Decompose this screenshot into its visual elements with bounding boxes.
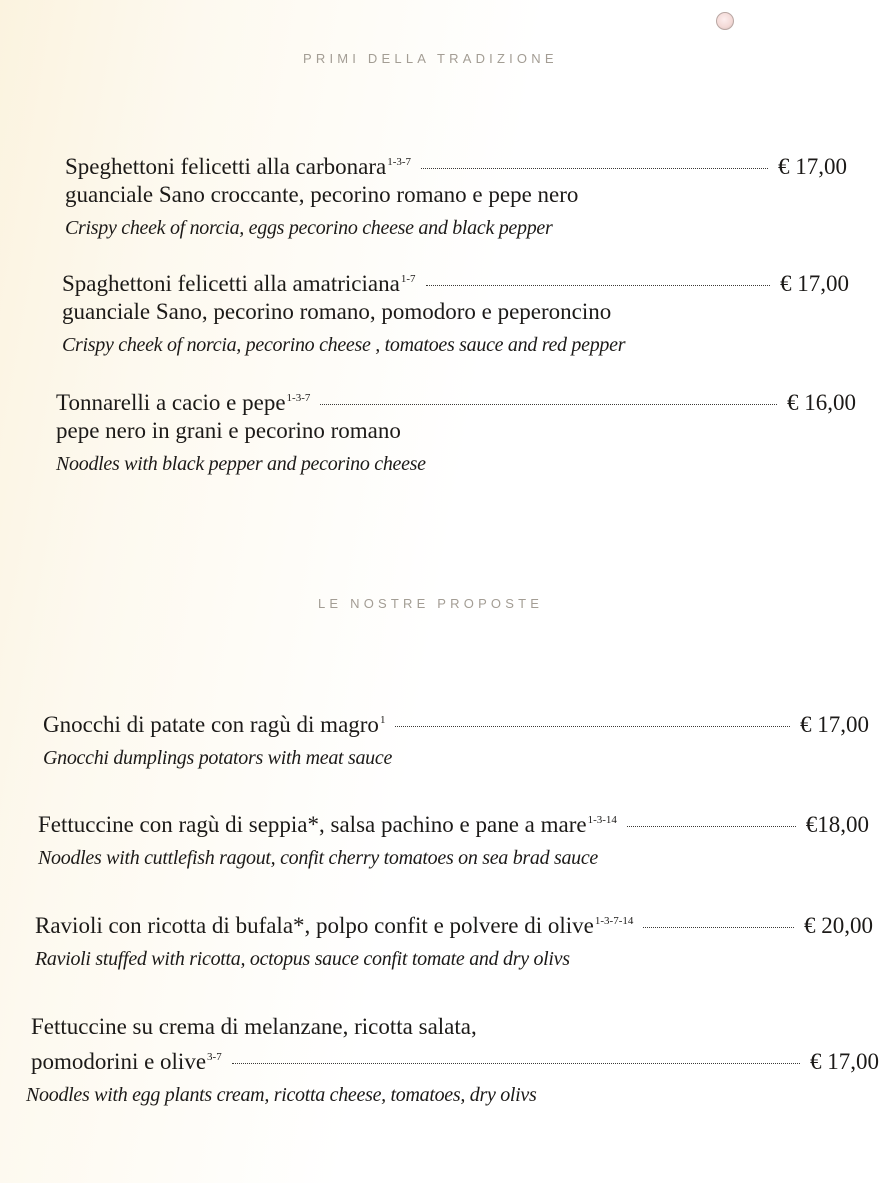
dish-description-en: Noodles with egg plants cream, ricotta cheese, tomatoes, dry olivs	[26, 1084, 537, 1106]
dish-description-en: Noodles with black pepper and pecorino cheese	[56, 453, 426, 475]
section-title-primi: PRIMI DELLA TRADIZIONE	[303, 51, 558, 66]
dish-name: Gnocchi di patate con ragù di magro$^1$	[43, 712, 386, 737]
dish-description-it: pepe nero in grani e pecorino romano	[56, 418, 401, 443]
allergen-codes: 1-3-7-14	[594, 915, 634, 927]
dish-name: Ravioli con ricotta di bufala*, polpo confit e polvere di olive$^{1-3-7-14}$	[35, 913, 634, 938]
menu-item-fettuccine-melanzane	[26, 1013, 879, 1108]
dish-price: € 17,00	[800, 712, 869, 737]
allergen-codes: 3-7	[207, 1051, 222, 1063]
dish-price: € 20,00	[804, 913, 873, 938]
dish-price: € 17,00	[810, 1049, 879, 1074]
dish-name: Tonnarelli a cacio e pepe$^{1-3-7}$	[56, 390, 311, 415]
menu-item-gnocchi	[43, 706, 869, 771]
menu-item-ravioli	[35, 907, 873, 972]
dish-description-it: guanciale Sano, pecorino romano, pomodoro e peperoncino	[62, 299, 612, 324]
dish-price: €18,00	[805, 812, 869, 837]
menu-item-amatriciana	[62, 265, 849, 358]
allergen-codes: 1-3-7	[387, 156, 412, 168]
menu-item-cacio-e-pepe	[56, 384, 856, 477]
menu-item-carbonara	[65, 148, 847, 241]
dish-description-it: guanciale Sano croccante, pecorino romano e pepe nero	[65, 182, 579, 207]
dotted-leader	[421, 168, 768, 169]
section-title-proposte: LE NOSTRE PROPOSTE	[318, 596, 544, 611]
dish-price: € 17,00	[778, 154, 847, 179]
dotted-leader	[426, 285, 771, 286]
dotted-leader	[395, 726, 790, 727]
dotted-leader	[643, 927, 794, 928]
push-pin-icon	[716, 12, 734, 30]
dish-name: pomodorini e olive$^{3-7}$	[31, 1049, 222, 1074]
allergen-codes: 1-3-14	[587, 814, 617, 826]
dotted-leader	[232, 1063, 800, 1064]
dish-description-en: Gnocchi dumplings potators with meat sauce	[43, 747, 393, 769]
dish-price: € 17,00	[780, 271, 849, 296]
allergen-codes: 1-3-7	[286, 392, 311, 404]
dish-description-en: Noodles with cuttlefish ragout, confit cherry tomatoes on sea brad sauce	[38, 847, 599, 869]
allergen-codes: 1	[379, 714, 386, 726]
dish-name: Spaghettoni felicetti alla amatriciana$^{1-7}$	[62, 271, 416, 296]
dish-name: Fettuccine con ragù di seppia*, salsa pachino e pane a mare$^{1-3-14}$	[38, 812, 617, 837]
dish-description-en: Crispy cheek of norcia, eggs pecorino cheese and black pepper	[65, 217, 553, 239]
dish-name: Speghettoni felicetti alla carbonara$^{1-3-7}$	[65, 154, 412, 179]
dotted-leader	[320, 404, 777, 405]
allergen-codes: 1-7	[400, 273, 416, 285]
dish-price: € 16,00	[787, 390, 856, 415]
dotted-leader	[627, 826, 796, 827]
dish-name-line1: Fettuccine su crema di melanzane, ricotta salata,	[31, 1014, 477, 1039]
dish-description-en: Ravioli stuffed with ricotta, octopus sauce confit tomate and dry olivs	[35, 948, 570, 970]
dish-description-en: Crispy cheek of norcia, pecorino cheese , tomatoes sauce and red pepper	[62, 334, 626, 356]
menu-item-fettuccine-seppia	[38, 806, 869, 871]
